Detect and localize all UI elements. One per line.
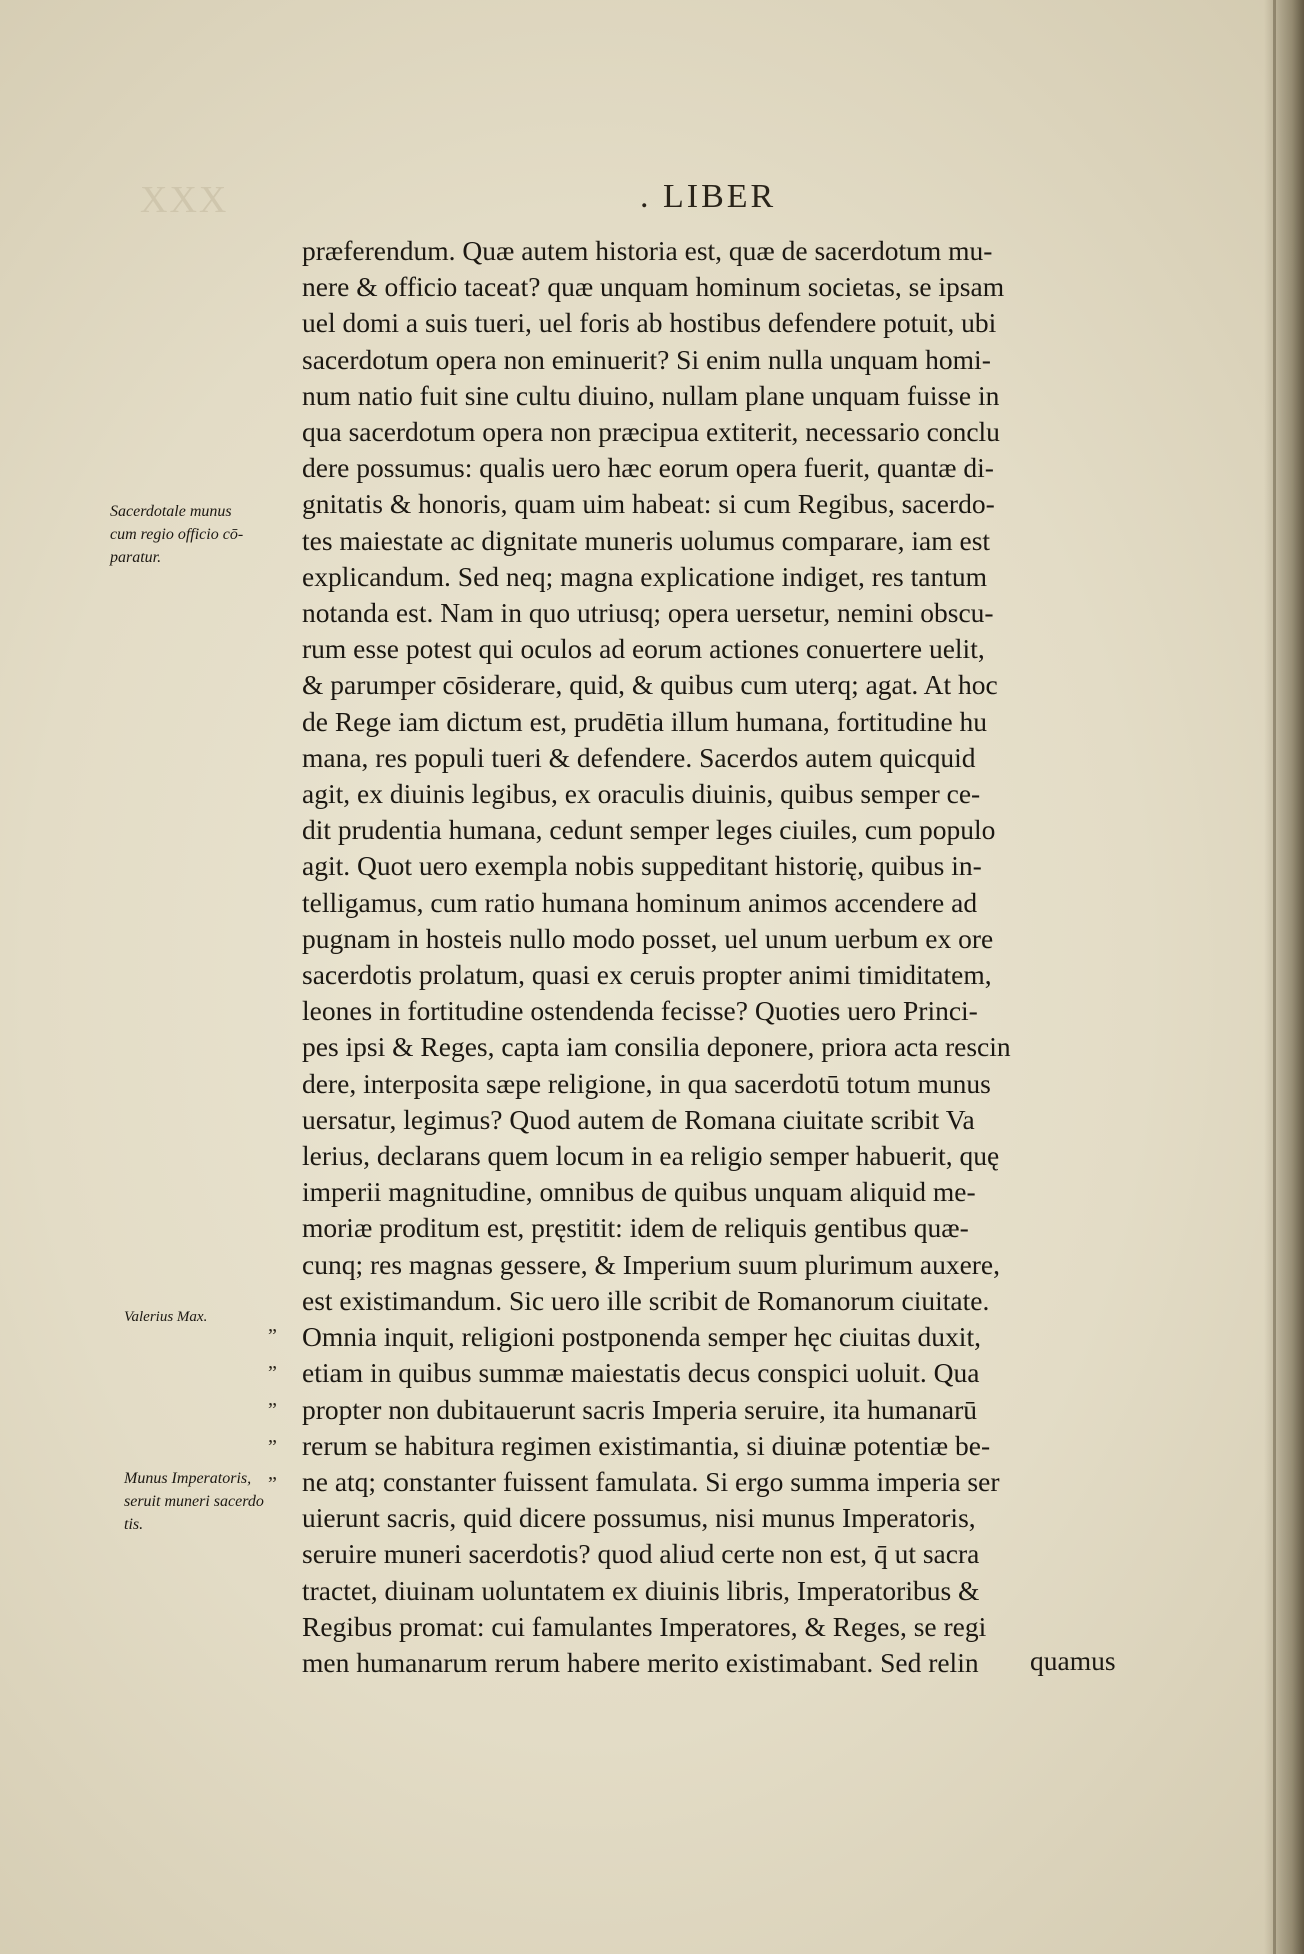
- text-line: dit prudentia humana, cedunt semper leges ciuiles, cum populo: [302, 814, 996, 846]
- marginal-note-line: tis.: [124, 1516, 144, 1533]
- text-line: mana, res populi tueri & defendere. Sacerdos autem quicquid: [302, 741, 976, 773]
- marginal-note-munus: [124, 1467, 264, 1536]
- text-line: pes ipsi & Reges, capta iam consilia deponere, priora acta rescin: [302, 1031, 1011, 1063]
- quote-mark: „: [268, 1388, 277, 1410]
- text-line: dere, interposita sæpe religione, in qua sacerdotū totum munus: [302, 1067, 991, 1099]
- quote-mark: „: [268, 1351, 277, 1373]
- quotation-marks-column: [268, 1307, 277, 1492]
- text-line: uel domi a suis tueri, uel foris ab hostibus defendere potuit, ubi: [302, 307, 997, 339]
- text-line: propter non dubitauerunt sacris Imperia seruire, ita humanarū: [302, 1393, 978, 1425]
- marginal-note-line: paratur.: [110, 549, 162, 566]
- text-line: dere possumus: qualis uero hæc eorum opera fuerit, quantæ di-: [302, 452, 994, 484]
- marginal-note-line: Munus Imperatoris,: [124, 1470, 252, 1487]
- text-line: rum esse potest qui oculos ad eorum actiones conuertere uelit,: [302, 633, 985, 665]
- marginal-note-valerius: Valerius Max.: [124, 1309, 208, 1325]
- text-line: pugnam in hosteis nullo modo posset, uel unum uerbum ex ore: [302, 922, 994, 954]
- text-line: leones in fortitudine ostendenda fecisse? Quoties uero Princi-: [302, 995, 978, 1027]
- marginal-note-sacerdotale: [110, 500, 243, 569]
- text-line: præferendum. Quæ autem historia est, quæ de sacerdotum mu-: [302, 235, 993, 266]
- text-line: etiam in quibus summæ maiestatis decus conspici uoluit. Qua: [302, 1357, 980, 1389]
- text-line: sacerdotis prolatum, quasi ex ceruis propter animi timiditatem,: [302, 959, 992, 991]
- text-line: Regibus promat: cui famulantes Imperatores, & Reges, se regi: [302, 1610, 987, 1642]
- catchword: quamus: [1030, 1645, 1116, 1676]
- text-line: num natio fuit sine cultu diuino, nullam plane unquam fuisse in: [302, 379, 1000, 411]
- text-line: sacerdotum opera non eminuerit? Si enim nulla unquam homi-: [302, 343, 991, 375]
- marginal-note-line: cum regio officio cō-: [110, 526, 244, 543]
- text-line: nere & officio taceat? quæ unquam hominum societas, se ipsam: [302, 271, 1005, 303]
- page-edge-shadow: [1264, 0, 1304, 1954]
- text-line: qua sacerdotum opera non præcipua extiterit, necessario conclu: [302, 416, 1000, 448]
- ghost-folio-number: XXX: [140, 179, 229, 221]
- marginal-note-line: Sacerdotale munus: [110, 503, 232, 520]
- text-line: tractet, diuinam uoluntatem ex diuinis libris, Imperatoribus &: [302, 1574, 980, 1606]
- text-line: uierunt sacris, quid dicere possumus, nisi munus Imperatoris,: [302, 1502, 976, 1534]
- text-line: moriæ proditum est, pręstitit: idem de reliquis gentibus quæ-: [302, 1212, 969, 1244]
- text-line: notanda est. Nam in quo utriusq; opera uersetur, nemini obscu-: [302, 597, 994, 629]
- main-text-block: [302, 233, 1208, 1681]
- text-line: cunq; res magnas gessere, & Imperium suum plurimum auxere,: [302, 1248, 1001, 1280]
- text-line: & parumper cōsiderare, quid, & quibus cum uterq; agat. At hoc: [302, 669, 998, 701]
- text-line: agit. Quot uero exempla nobis suppeditant historię, quibus in-: [302, 850, 982, 882]
- text-line: Omnia inquit, religioni postponenda semper hęc ciuitas duxit,: [302, 1321, 981, 1353]
- quote-mark: „: [268, 1314, 277, 1336]
- text-line: tes maiestate ac dignitate muneris uolumus comparare, iam est: [302, 524, 991, 556]
- text-line: seruire muneri sacerdotis? quod aliud certe non est, q̄ ut sacra: [302, 1538, 980, 1570]
- quote-mark: „: [268, 1425, 277, 1447]
- text-line: explicandum. Sed neq; magna explicatione indiget, res tantum: [302, 560, 988, 592]
- text-line: est existimandum. Sic uero ille scribit de Romanorum ciuitate.: [302, 1284, 990, 1316]
- text-line: rerum se habitura regimen existimantia, si diuinæ potentiæ be-: [302, 1429, 991, 1461]
- text-line: men humanarum rerum habere merito existimabant. Sed relin: [302, 1646, 979, 1678]
- text-line: agit, ex diuinis legibus, ex oraculis diuinis, quibus semper ce-: [302, 778, 981, 810]
- text-line: ne atq; constanter fuissent famulata. Si ergo summa imperia ser: [302, 1465, 1000, 1497]
- text-line: telligamus, cum ratio humana hominum animos accendere ad: [302, 886, 978, 918]
- text-line: imperii magnitudine, omnibus de quibus unquam aliquid me-: [302, 1176, 976, 1208]
- quote-mark: „: [268, 1462, 277, 1484]
- text-line: de Rege iam dictum est, prudētia illum humana, fortitudine hu: [302, 705, 988, 737]
- text-line: lerius, declarans quem locum in ea religio semper habuerit, quę: [302, 1140, 1000, 1172]
- text-line: gnitatis & honoris, quam uim habeat: si cum Regibus, sacerdo-: [302, 488, 995, 520]
- running-head: . LIBER: [640, 178, 777, 215]
- text-line: uersatur, legimus? Quod autem de Romana ciuitate scribit Va: [302, 1103, 975, 1135]
- marginal-note-line: seruit muneri sacerdo: [124, 1493, 264, 1510]
